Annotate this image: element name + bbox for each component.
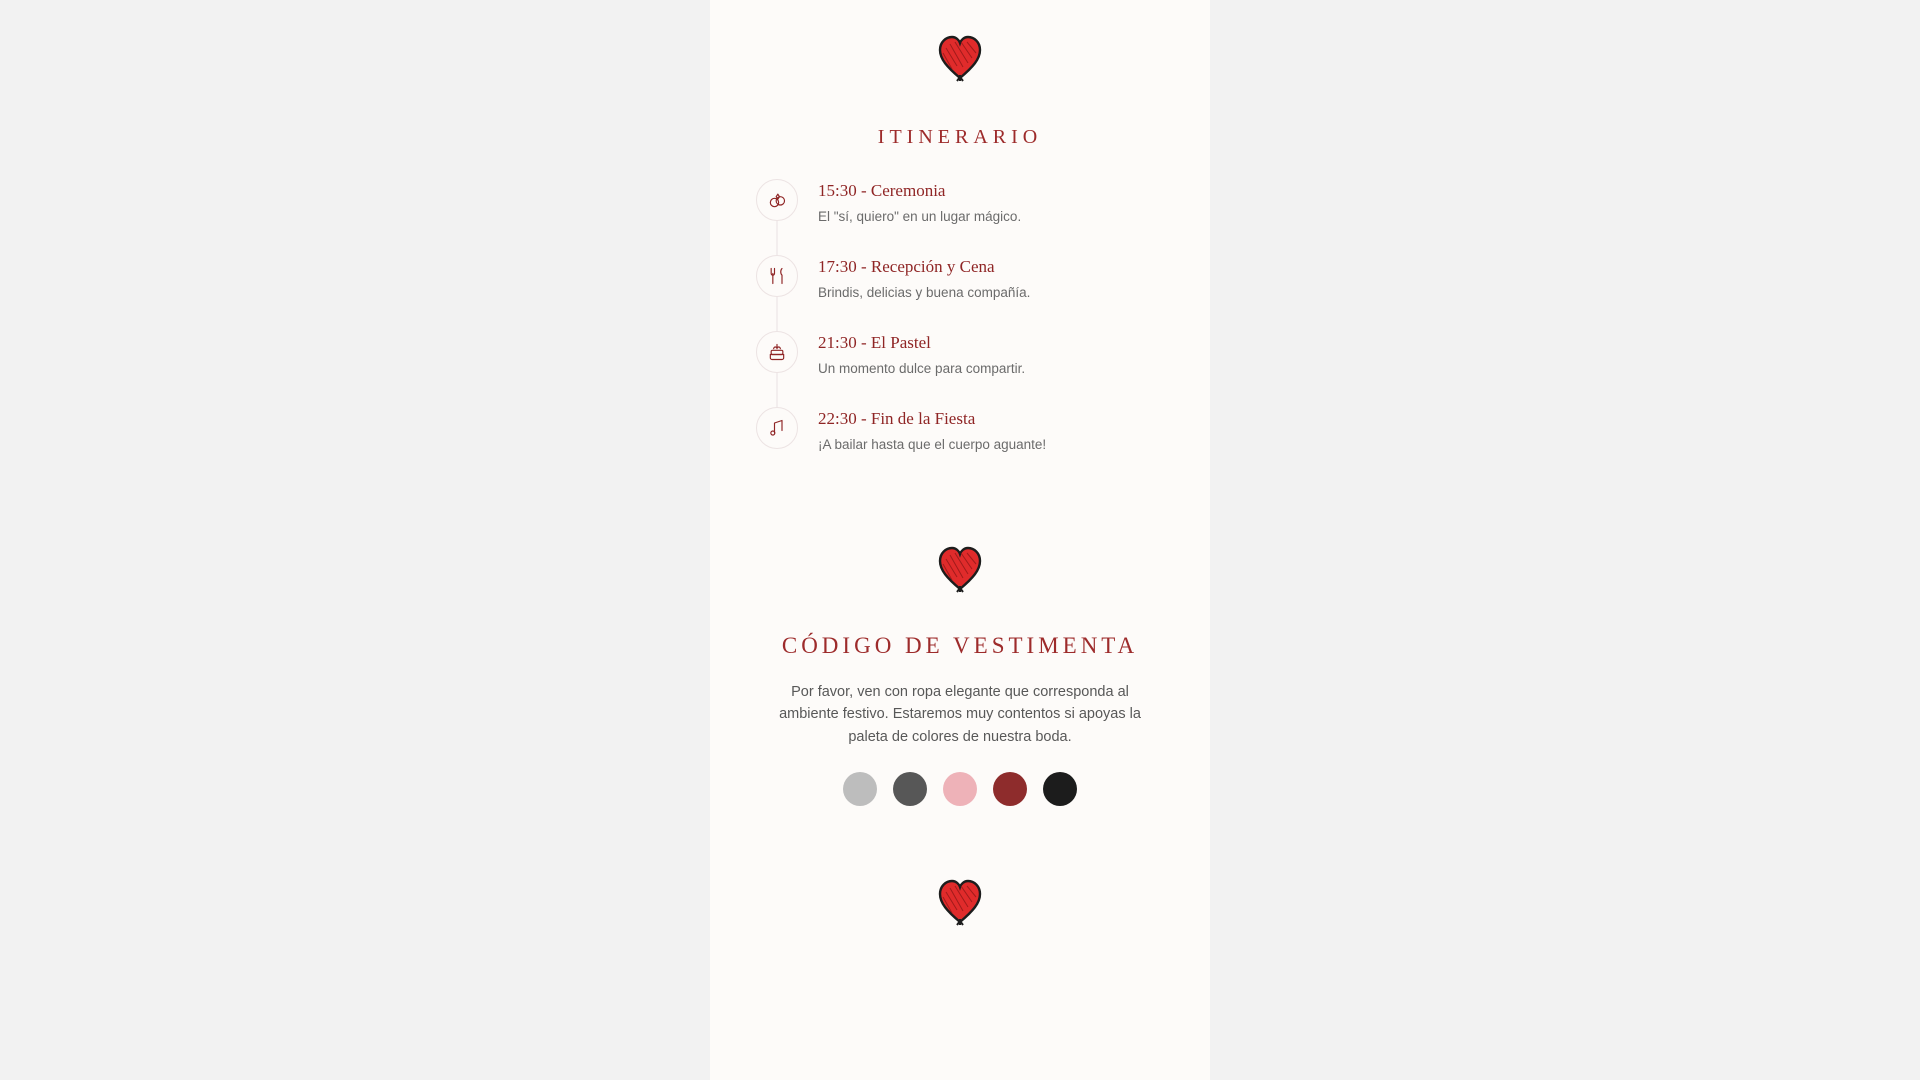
timeline-marker xyxy=(754,331,800,373)
timeline-connector xyxy=(777,221,778,255)
timeline-marker xyxy=(754,179,800,221)
swatch-black xyxy=(1043,772,1077,806)
timeline-body xyxy=(800,331,1025,378)
timeline-time-label: 21:30 - El Pastel xyxy=(818,333,931,352)
timeline-description: ¡A bailar hasta que el cuerpo aguante! xyxy=(818,437,1047,452)
heart-icon xyxy=(937,34,983,82)
timeline-item xyxy=(754,407,1186,483)
swatch-wine xyxy=(993,772,1027,806)
heart-divider-middle xyxy=(734,545,1186,593)
swatch-dark-gray xyxy=(893,772,927,806)
spacer-end xyxy=(734,926,1186,996)
timeline-body xyxy=(800,255,1030,302)
timeline-time-label: 22:30 - Fin de la Fiesta xyxy=(818,409,976,428)
timeline-description: Un momento dulce para compartir. xyxy=(818,361,1026,376)
color-palette xyxy=(734,772,1186,806)
spacer-bottom xyxy=(734,806,1186,878)
timeline-icon-circle xyxy=(756,331,798,373)
dress-code-text: Por favor, ven con ropa elegante que corresponda al ambiente festivo. Estaremos muy contentos si apoyas la paleta de colores de nuestra boda. xyxy=(779,684,1141,745)
timeline-icon-circle xyxy=(756,407,798,449)
cake-icon xyxy=(767,342,787,362)
cutlery-icon xyxy=(767,266,787,286)
swatch-pink xyxy=(943,772,977,806)
timeline-marker xyxy=(754,255,800,297)
heart-divider-top xyxy=(734,34,1186,82)
timeline-connector xyxy=(777,373,778,407)
timeline-item xyxy=(754,255,1186,331)
heart-icon xyxy=(937,878,983,926)
heart-icon xyxy=(937,545,983,593)
dress-code-title: CÓDIGO DE VESTIMENTA xyxy=(781,633,1139,658)
invitation-sheet xyxy=(710,0,1210,1080)
timeline-icon-circle xyxy=(756,179,798,221)
timeline-description: El "sí, quiero" en un lugar mágico. xyxy=(818,209,1022,224)
timeline-time-label: 15:30 - Ceremonia xyxy=(818,181,946,200)
itinerary-timeline xyxy=(734,179,1186,483)
timeline-body xyxy=(800,407,1046,454)
spacer-top xyxy=(734,0,1186,34)
rings-icon xyxy=(767,190,787,210)
spacer-mid xyxy=(734,483,1186,545)
timeline-body xyxy=(800,179,1021,226)
music-note-icon xyxy=(767,418,787,438)
timeline-connector xyxy=(777,297,778,331)
swatch-light-gray xyxy=(843,772,877,806)
timeline-marker xyxy=(754,407,800,449)
timeline-item xyxy=(754,331,1186,407)
timeline-time-label: 17:30 - Recepción y Cena xyxy=(818,257,995,276)
timeline-item xyxy=(754,179,1186,255)
timeline-description: Brindis, delicias y buena compañía. xyxy=(818,285,1031,300)
timeline-icon-circle xyxy=(756,255,798,297)
heart-divider-bottom xyxy=(734,878,1186,926)
itinerary-title: ITINERARIO xyxy=(877,126,1043,148)
